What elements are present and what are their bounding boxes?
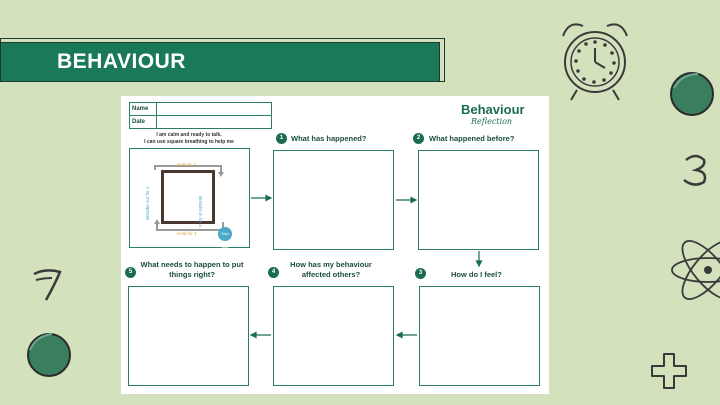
breathing-bottom-label: Hold for 4 <box>177 231 197 236</box>
calm-line-1: I am calm and ready to talk. <box>156 132 222 138</box>
date-label: Date <box>130 116 157 129</box>
breathing-left-label: Breathe out for 4 <box>145 186 150 220</box>
circle-decoration-icon <box>668 70 716 118</box>
breathing-right-label: Breathe in for 4 <box>198 196 203 227</box>
calm-line-2: I can use square breathing to help me <box>144 139 234 145</box>
plus-icon <box>648 350 690 392</box>
flow-arrows-icon <box>121 96 549 394</box>
breathing-top-label: Hold for 4 <box>177 162 197 167</box>
behaviour-reflection-worksheet <box>121 96 549 394</box>
slide-title: BEHAVIOUR <box>57 50 186 73</box>
worksheet-logo-subtitle: Reflection <box>471 117 513 126</box>
question-1-text: What has happened? <box>291 134 367 143</box>
number-seven-icon <box>30 266 64 304</box>
alarm-clock-icon <box>555 12 635 104</box>
atom-icon <box>668 215 720 325</box>
question-3-text: How do I feel? <box>451 270 502 279</box>
step-number-5: 5 <box>125 267 136 278</box>
question-5-text: What needs to happen to put things right? <box>140 260 244 279</box>
step-number-1: 1 <box>276 133 287 144</box>
question-4-text: How has my behaviour affected others? <box>290 260 372 279</box>
step-number-2: 2 <box>413 133 424 144</box>
step-number-4: 4 <box>268 267 279 278</box>
circle-decoration-icon <box>24 330 74 380</box>
start-here-label: Start here <box>221 232 229 250</box>
name-label: Name <box>130 103 157 116</box>
number-three-icon <box>680 152 712 188</box>
step-number-3: 3 <box>415 268 426 279</box>
worksheet-logo-title: Behaviour <box>461 102 525 117</box>
question-2-text: What happened before? <box>429 134 515 143</box>
